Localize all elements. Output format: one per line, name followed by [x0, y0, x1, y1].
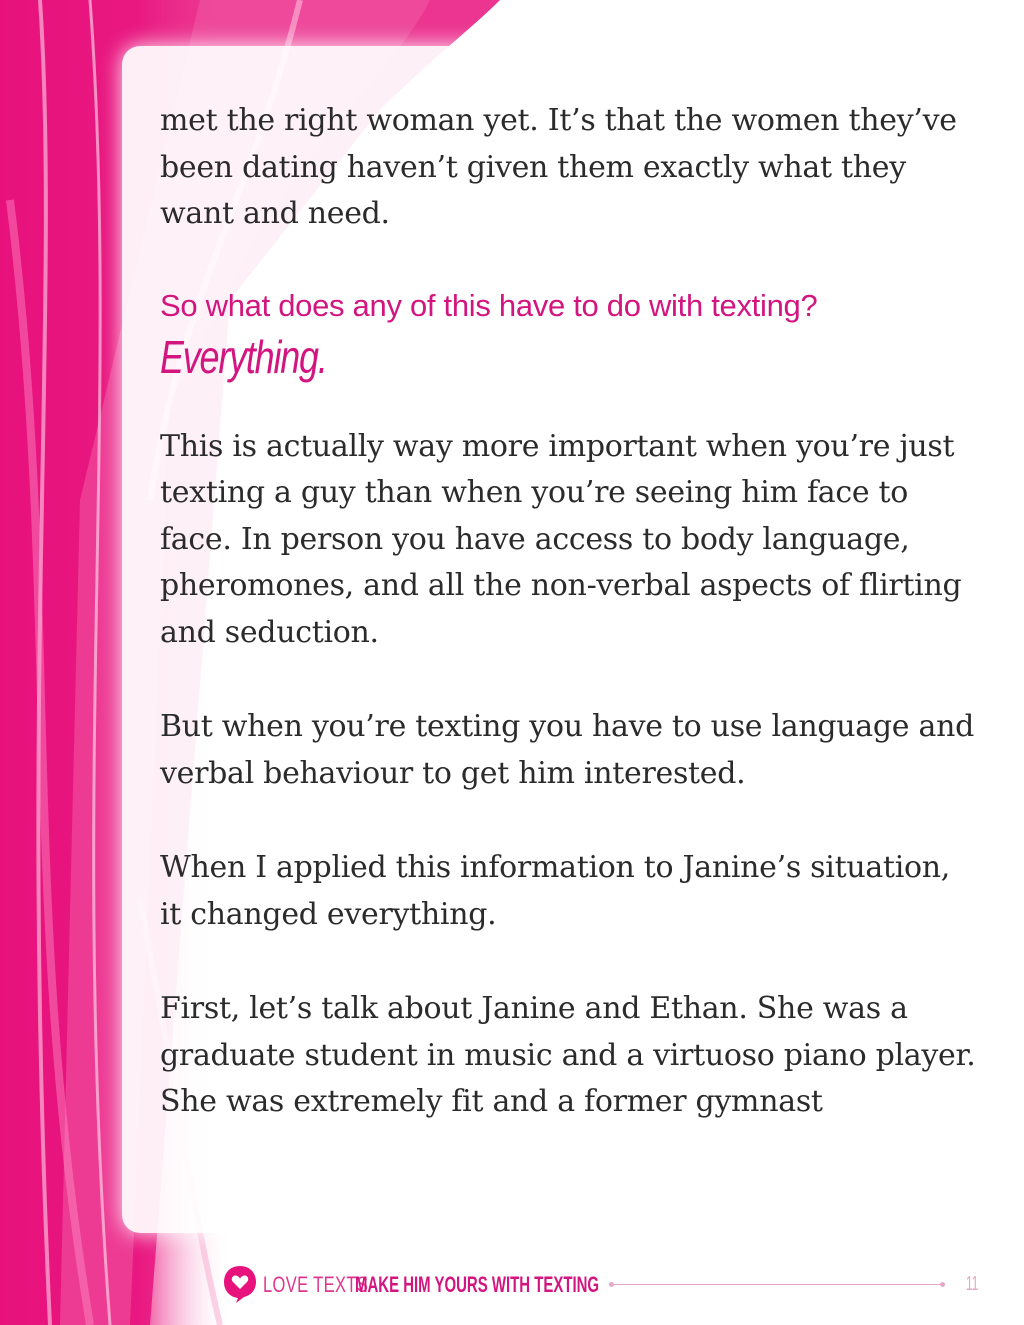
paragraph-2: This is actually way more important when you’re just texting a guy than when you’re seeing him face to face. In person you have access to body language, pheromones, and all the non-verbal aspects of flirting and seduction. — [160, 428, 962, 650]
footer-divider — [612, 1284, 942, 1285]
paragraph-3: But when you’re texting you have to use language and verbal behaviour to get him interested. — [160, 709, 975, 791]
paragraph-1: met the right woman yet. It’s that the women they’ve been dating haven’t given them exactly what they want and need. — [160, 103, 957, 231]
paragraph-4: When I applied this information to Janine’s situation, it changed everything. — [160, 850, 951, 932]
paragraph-5: First, let’s talk about Janine and Ethan. She was a graduate student in music and a virtuoso piano player. She was extremely fit and a former gymnast — [160, 991, 976, 1119]
page-content — [160, 98, 980, 1126]
section-question: So what does any of this have to do with texting? — [160, 287, 818, 323]
emphasis-heading: Everything. — [160, 330, 327, 383]
brand-name: LOVE TEXTS — [263, 1272, 369, 1297]
page-number: 11 — [966, 1273, 979, 1295]
page-footer — [222, 1264, 982, 1304]
book-title: MAKE HIM YOURS WITH TEXTING — [355, 1272, 600, 1297]
heart-speech-bubble-icon — [222, 1264, 258, 1304]
